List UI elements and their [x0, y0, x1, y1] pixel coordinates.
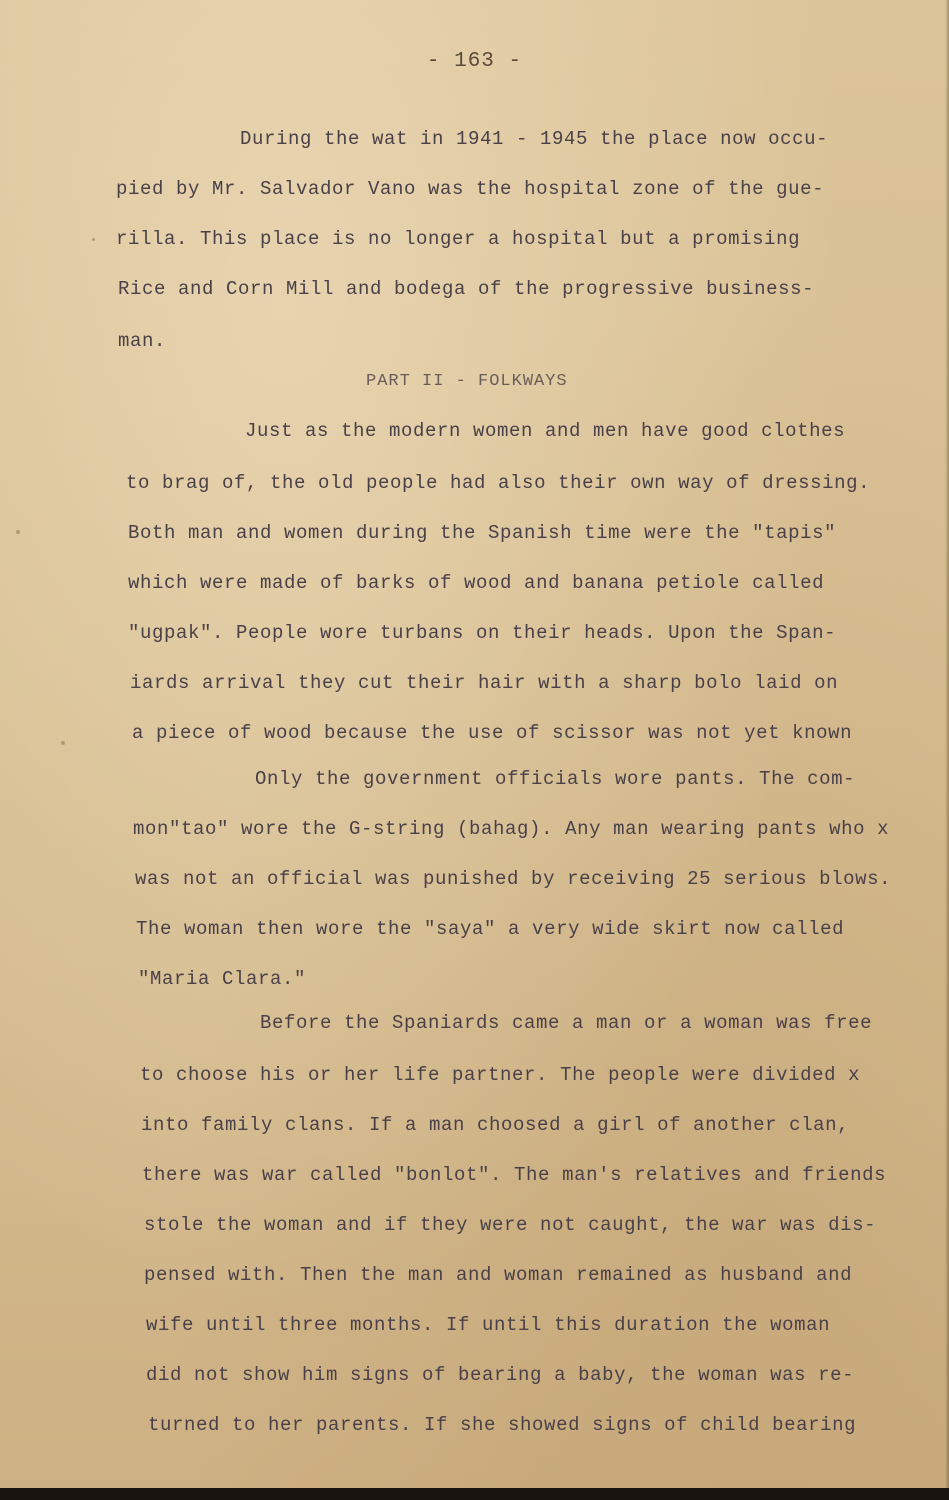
paper-spot	[61, 741, 65, 745]
text-line: rilla. This place is no longer a hospital but a promising	[116, 228, 801, 250]
text-line: "ugpak". People wore turbans on their heads. Upon the Span-	[128, 622, 837, 644]
text-line: there was war called "bonlot". The man's relatives and friends	[142, 1164, 887, 1186]
page-edge-shadow	[945, 0, 949, 1500]
text-line: into family clans. If a man choosed a girl of another clan,	[141, 1114, 850, 1136]
text-line: which were made of barks of wood and banana petiole called	[128, 572, 825, 594]
section-heading: PART II - FOLKWAYS	[366, 372, 568, 391]
text-line: "Maria Clara."	[138, 968, 307, 990]
text-line: Rice and Corn Mill and bodega of the progressive business-	[118, 278, 815, 300]
paper-spot	[92, 238, 95, 241]
text-line: Just as the modern women and men have good clothes	[245, 420, 846, 442]
text-line: to choose his or her life partner. The people were divided x	[140, 1064, 861, 1086]
paper-spot	[16, 530, 20, 534]
text-line: Only the government officials wore pants. The com-	[255, 768, 856, 790]
text-line: pensed with. Then the man and woman remained as husband and	[144, 1264, 853, 1286]
text-line: man.	[118, 330, 167, 352]
text-line: turned to her parents. If she showed signs of child bearing	[148, 1414, 857, 1436]
text-line: Both man and women during the Spanish time were the "tapis"	[128, 522, 837, 544]
page-bottom-edge	[0, 1488, 949, 1500]
text-line: did not show him signs of bearing a baby, the woman was re-	[146, 1364, 855, 1386]
text-line: During the wat in 1941 - 1945 the place now occu-	[240, 128, 829, 150]
page-number: - 163 -	[426, 50, 523, 73]
text-line: was not an official was punished by receiving 25 serious blows.	[135, 868, 892, 890]
text-line: stole the woman and if they were not caught, the war was dis-	[144, 1214, 877, 1236]
text-line: mon"tao" wore the G-string (bahag). Any man wearing pants who x	[133, 818, 890, 840]
text-line: wife until three months. If until this duration the woman	[146, 1314, 831, 1336]
text-line: The woman then wore the "saya" a very wide skirt now called	[136, 918, 845, 940]
text-line: iards arrival they cut their hair with a sharp bolo laid on	[130, 672, 839, 694]
text-line: to brag of, the old people had also their own way of dressing.	[126, 472, 871, 494]
text-line: pied by Mr. Salvador Vano was the hospital zone of the gue-	[116, 178, 825, 200]
text-line: Before the Spaniards came a man or a woman was free	[260, 1012, 873, 1034]
text-line: a piece of wood because the use of scissor was not yet known	[132, 722, 853, 744]
